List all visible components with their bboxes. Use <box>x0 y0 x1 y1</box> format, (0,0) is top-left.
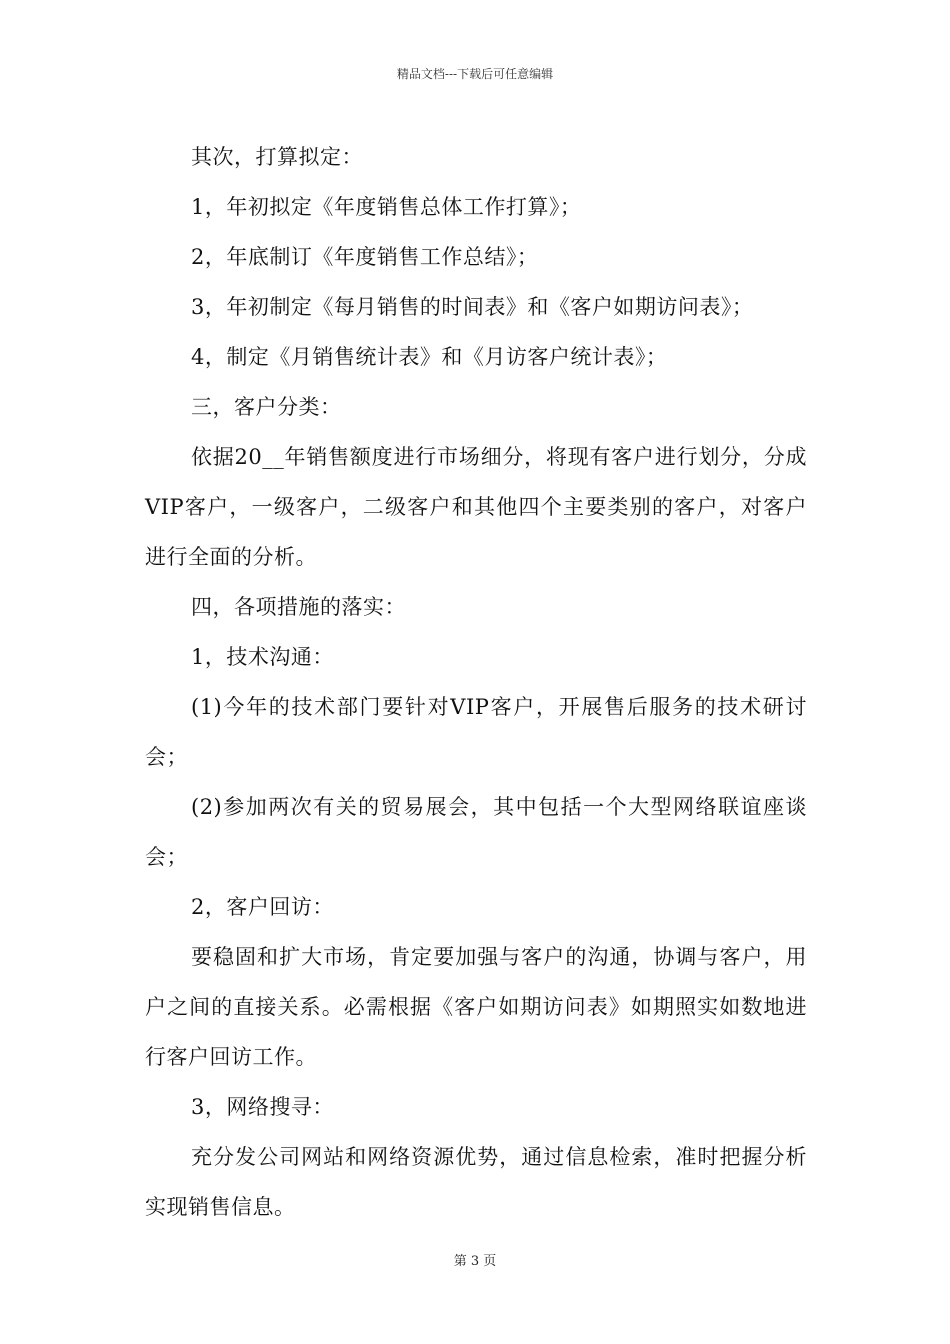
paragraph: 3，网络搜寻： <box>191 1095 334 1119</box>
paragraph: 2，客户回访： <box>191 895 334 919</box>
paragraph: 4，制定《月销售统计表》和《月访客户统计表》； <box>191 345 668 369</box>
document-body <box>145 132 807 1232</box>
paragraph: 要稳固和扩大市场，肯定要加强与客户的沟通，协调与客户，用户之间的直接关系。必需根据《客户如期访问表》如期照实如数地进行客户回访工作。 <box>145 945 807 1069</box>
paragraph: (1)今年的技术部门要针对VIP客户，开展售后服务的技术研讨会； <box>145 695 807 769</box>
page-header: 精品文档---下载后可任意编辑 <box>396 67 554 81</box>
paragraph: 其次，打算拟定： <box>191 145 363 169</box>
paragraph: 四，各项措施的落实： <box>191 595 406 619</box>
paragraph: (2)参加两次有关的贸易展会，其中包括一个大型网络联谊座谈会； <box>145 795 807 869</box>
page-number: 第 3 页 <box>453 1254 497 1269</box>
paragraph: 1，技术沟通： <box>191 645 334 669</box>
paragraph: 1，年初拟定《年度销售总体工作打算》； <box>191 195 582 219</box>
paragraph: 依据20__年销售额度进行市场细分，将现有客户进行划分，分成VIP客户，一级客户，二级客户和其他四个主要类别的客户，对客户进行全面的分析。 <box>145 445 807 569</box>
paragraph: 3，年初制定《每月销售的时间表》和《客户如期访问表》； <box>191 295 754 319</box>
paragraph: 充分发公司网站和网络资源优势，通过信息检索，准时把握分析实现销售信息。 <box>145 1145 807 1219</box>
paragraph: 三，客户分类： <box>191 395 342 419</box>
paragraph: 2，年底制订《年度销售工作总结》； <box>191 245 539 269</box>
